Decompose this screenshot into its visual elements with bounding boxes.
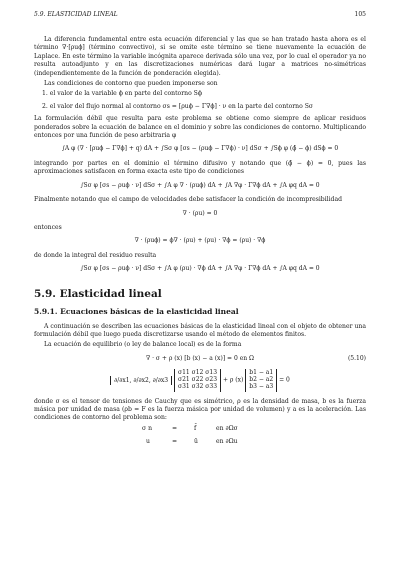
incompressibility-paragraph: Finalmente notando que el campo de velocidades debe satisfacer la condición de incompresibilidad bbox=[34, 196, 342, 204]
bc-rhs-1: f̄ bbox=[194, 424, 197, 432]
bc-eq-1: = bbox=[172, 424, 178, 432]
subsection-title: 5.9.1. Ecuaciones básicas de la elasticidad lineal bbox=[34, 306, 239, 316]
stress-row-3: σ31 σ32 σ33 bbox=[178, 382, 218, 390]
force-row-3: b3 − a3 bbox=[249, 382, 274, 390]
where-paragraph: donde σ es el tensor de tensiones de Cauchy que es simétrico, ρ es la densidad de masa, b es la fuerza másica por unidad de masa (ρb = F es la fuerza másica por unidad de volumen) y a es la aceleración. Las condiciones de contorno del problema son: bbox=[34, 397, 366, 422]
page-body bbox=[34, 36, 366, 451]
bc-rhs-2: ū bbox=[194, 437, 198, 445]
equation-number: (5.10) bbox=[347, 354, 366, 362]
bc-lhs-2: u bbox=[146, 437, 150, 445]
parts-paragraph: integrando por partes en el dominio el término difusivo y notando que (ϕ̄ − ϕ) = 0, pues las aproximaciones satisfacen en forma exacta este tipo de condiciones bbox=[34, 159, 366, 176]
section-title: 5.9. Elasticidad lineal bbox=[34, 287, 162, 300]
entonces-text: entonces bbox=[34, 223, 62, 231]
equation-incompressibility: ∇ · (ρu) = 0 bbox=[182, 209, 218, 217]
derivative-2: ∂/∂x2 bbox=[133, 376, 149, 384]
equilibrium-paragraph: La ecuación de equilibrio (o ley de balance local) es de la forma bbox=[44, 341, 242, 349]
stress-tensor-matrix bbox=[174, 369, 221, 391]
stress-row-2: σ21 σ22 σ23 bbox=[178, 375, 218, 383]
equation-integrated: ∫Sσ φ [σs − ρuϕ · ν] dSσ + ∫A φ ∇ · (ρuϕ) dA + ∫A ∇φ · Γ∇ϕ dA + ∫A φq dA = 0 bbox=[80, 181, 320, 189]
boundary-condition-displacement bbox=[34, 438, 366, 449]
derivative-3: ∂/∂x3 bbox=[152, 376, 169, 384]
residual-paragraph: de donde la integral del residuo resulta bbox=[34, 251, 157, 259]
bc-lhs-1: σ n bbox=[142, 424, 153, 432]
equation-weighted-residual: ∫A φ (∇ · [ρuϕ − Γ∇ϕ] + q) dA + ∫Sσ φ [σs − (ρuϕ − Γ∇ϕ) · ν] dSσ + ∫Sϕ φ (ϕ̄ − ϕ) dSϕ = 0 bbox=[61, 145, 339, 153]
force-row-1: b1 − a1 bbox=[249, 369, 274, 377]
weak-form-paragraph: La formulación débil que resulta para este problema se obtiene como siempre de aplicar residuos ponderados sobre la ecuación de balance en el dominio y sobre las condiciones de contorno. Multiplicando entonces por una función de peso arbitraria φ bbox=[34, 115, 366, 140]
page-number: 105 bbox=[354, 11, 366, 18]
stress-row-1: σ11 σ12 σ13 bbox=[178, 369, 218, 377]
intro-paragraph: La diferencia fundamental entre esta ecuación diferencial y las que se han tratado hasta ahora es el término ∇·[ρuϕ] (término convectivo), si se omite este término se tiene nuevamente la ecuación de Laplace. En este término la variable incógnita aparece derivada sólo una vez, por lo cual el operador ya no resulta autoadjunto y en las discretizaciones numéricas dará lugar a matrices no-simétricas (independientemente de la función de ponderación elegida). bbox=[34, 36, 366, 77]
equation-equilibrium bbox=[34, 355, 366, 363]
equation-convective: ∇ · (ρuϕ) = ϕ∇ · (ρu) + (ρu) · ∇ϕ = (ρu) · ∇ϕ bbox=[134, 237, 266, 245]
bc-intro: Las condiciones de contorno que pueden imponerse son bbox=[44, 80, 218, 88]
body-force-vector bbox=[245, 369, 277, 391]
derivative-row-vector: ∂/∂x1, ∂/∂x2, ∂/∂x3 bbox=[110, 376, 172, 386]
equation-residual: ∫Sσ φ [σs − ρuϕ · ν] dSσ + ∫A φ (ρu) · ∇ϕ dA + ∫A ∇φ · Γ∇ϕ dA + ∫A φq dA = 0 bbox=[80, 265, 320, 273]
derivative-1: ∂/∂x1 bbox=[114, 376, 130, 384]
subsection-paragraph: A continuación se describen las ecuaciones básicas de la elasticidad lineal con el objeto de obtener una formulación débil que luego pueda discretizarse usando el método de elementos finitos. bbox=[34, 322, 366, 338]
boundary-condition-traction bbox=[34, 425, 366, 436]
bc-domain-2: en ∂Ωu bbox=[216, 437, 238, 445]
bc-item-2: 2. el valor del flujo normal al contorno σs = [ρuϕ − Γ∇ϕ] · ν en la parte del contorno Sσ bbox=[42, 102, 314, 110]
running-header bbox=[34, 11, 366, 19]
rho-term: + ρ (x) bbox=[222, 376, 244, 384]
equation-matrix-form bbox=[34, 369, 366, 391]
force-row-2: b2 − a2 bbox=[249, 375, 274, 383]
bc-domain-1: en ∂Ωσ bbox=[216, 424, 238, 432]
equilibrium-expression: ∇ · σ + ρ (x) [b (x) − a (x)] = 0 en Ω bbox=[145, 354, 254, 362]
header-section: 5.9. ELASTICIDAD LINEAL bbox=[34, 11, 118, 18]
equals-zero: = 0 bbox=[279, 376, 290, 384]
bc-item-1: 1. el valor de la variable ϕ en parte del contorno Sϕ bbox=[42, 90, 202, 98]
bc-eq-2: = bbox=[172, 437, 178, 445]
